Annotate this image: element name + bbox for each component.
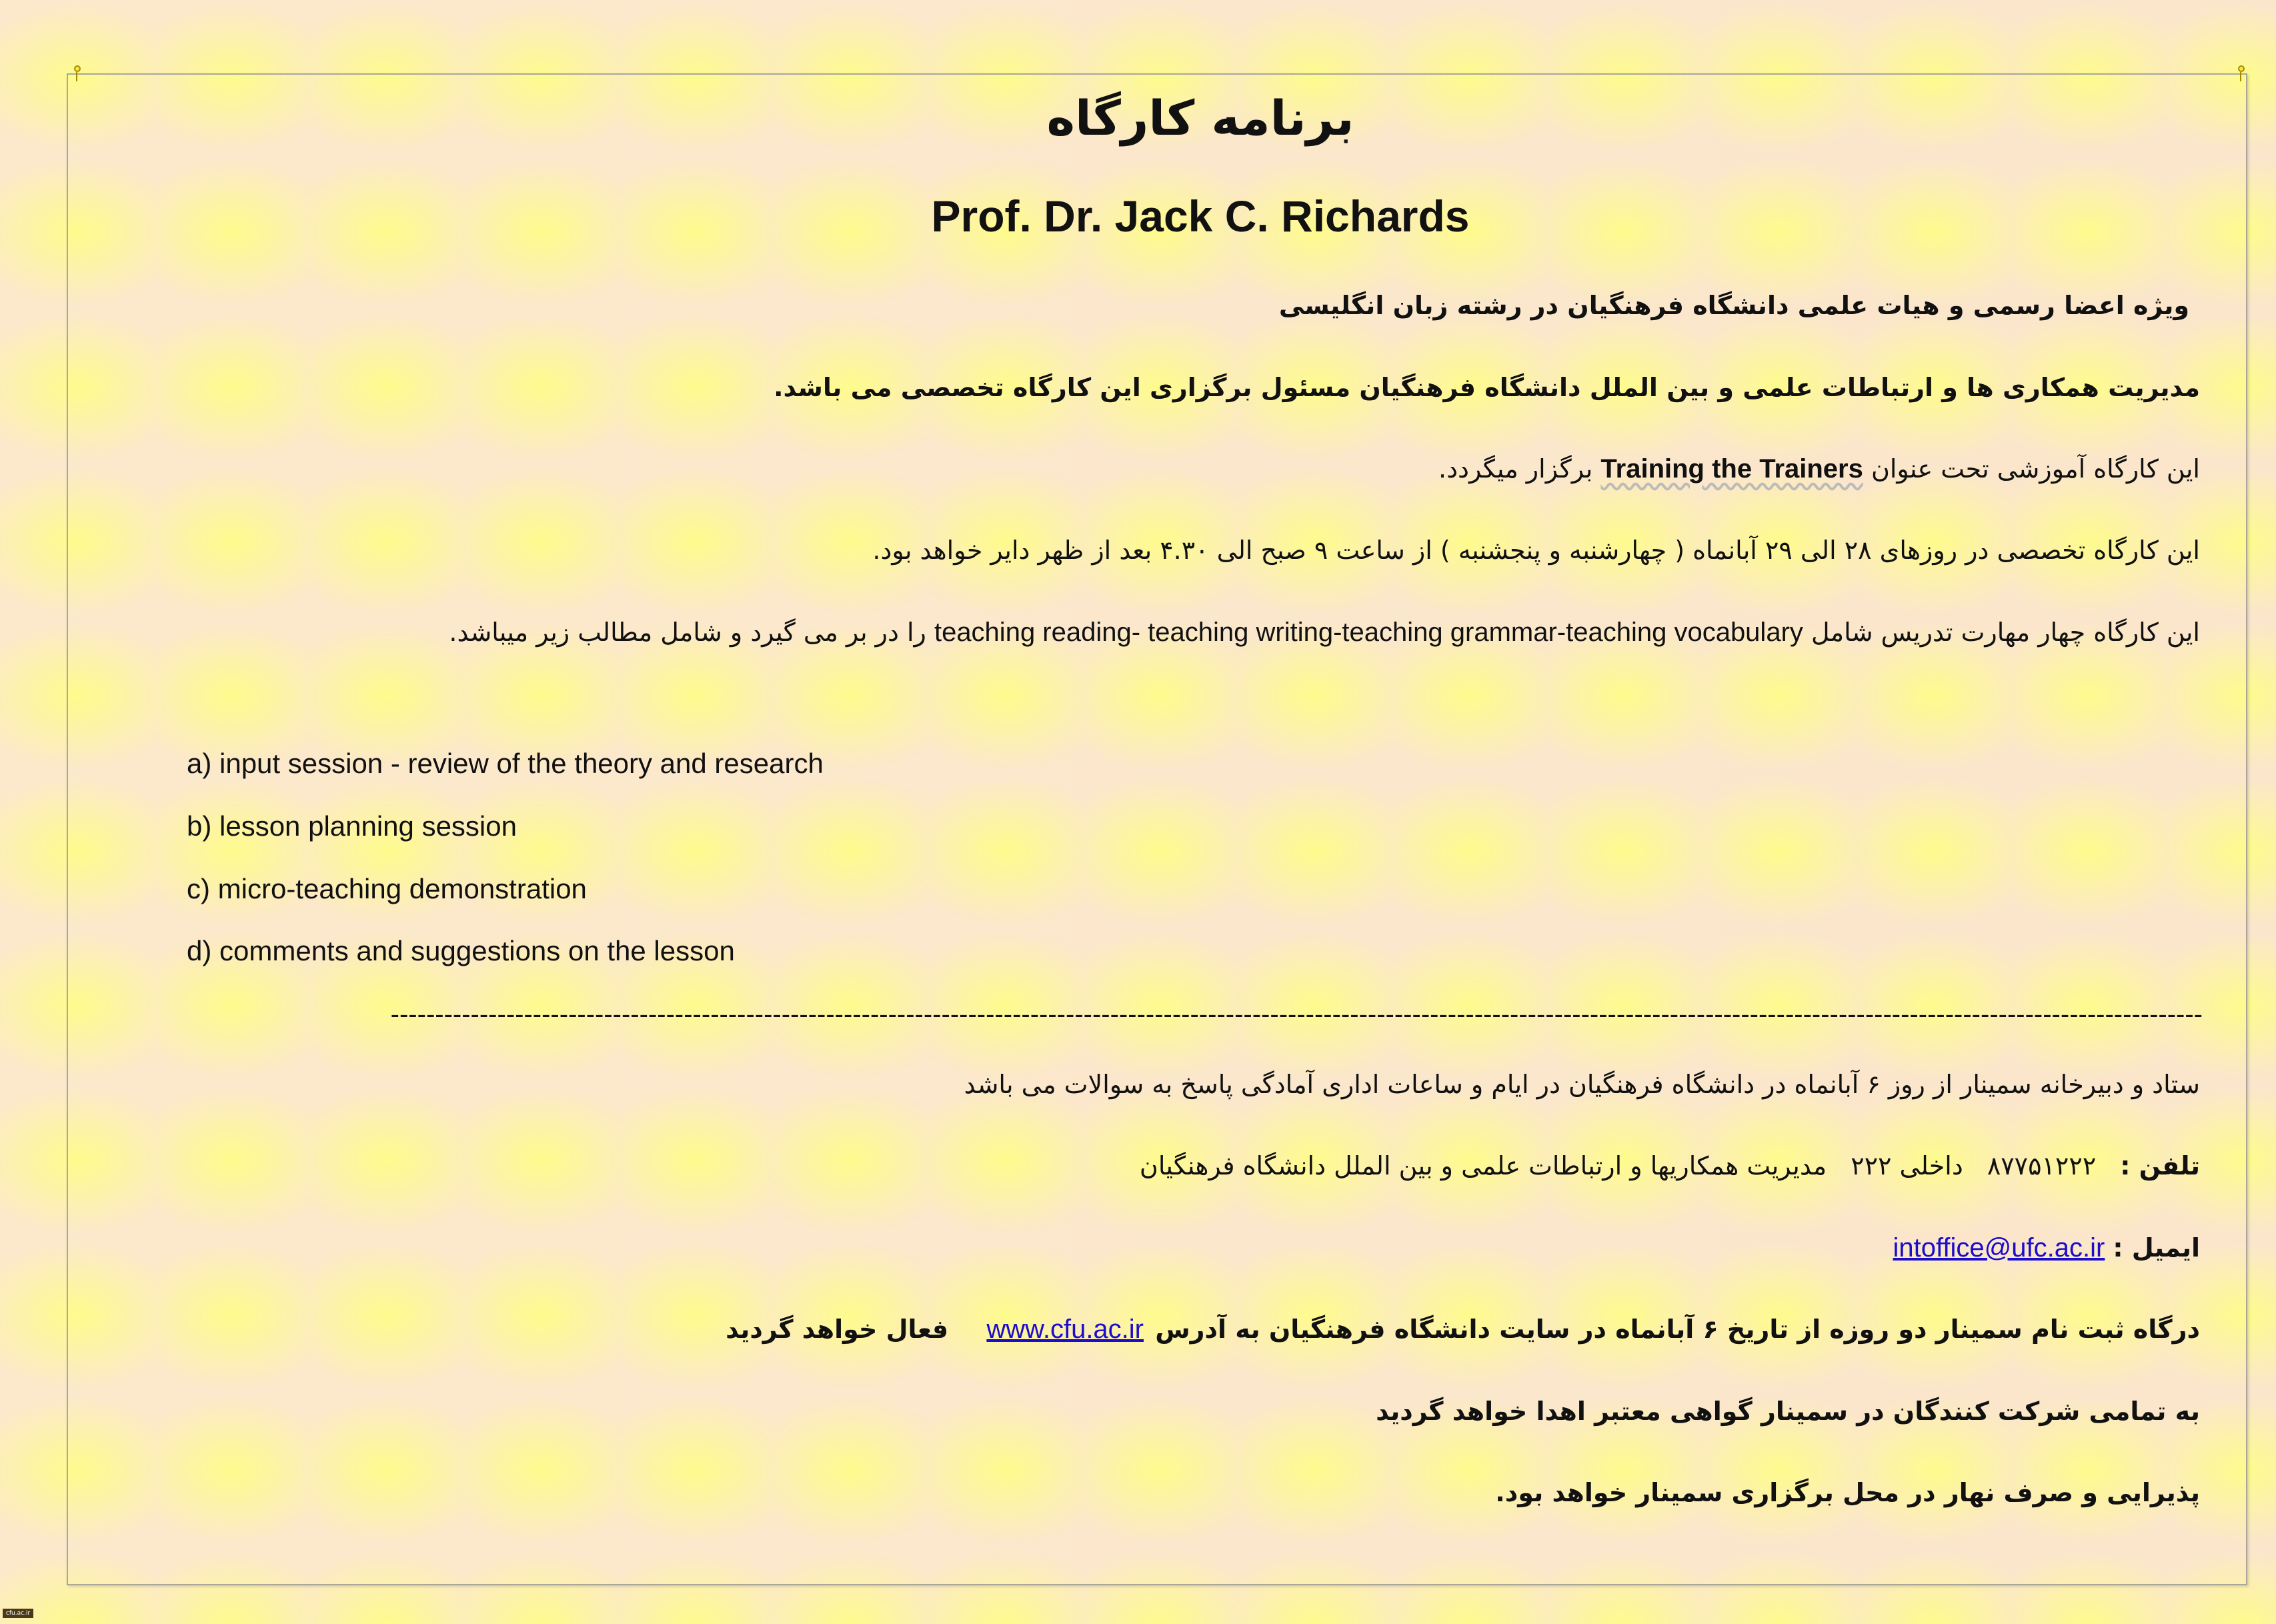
audience-paragraph: ویژه اعضا رسمی و هیات علمی دانشگاه فرهنگیان در رشته زبان انگلیسی (1278, 291, 2189, 320)
page-title-persian: برنامه کارگاه (1046, 90, 1354, 146)
session-item-b: b) lesson planning session (187, 810, 517, 842)
schedule-paragraph: این کارگاه تخصصی در روزهای ۲۸ الی ۲۹ آبانماه ( چهارشنبه و پنجشنبه ) از ساعت ۹ صبح الی ۴.۳۰ بعد از ظهر دایر خواهد بود. (872, 536, 2200, 565)
skills-list: teaching reading- teaching writing-teaching grammar-teaching vocabulary (934, 618, 1803, 647)
pin-icon (73, 65, 80, 83)
registration-link[interactable]: www.cfu.ac.ir (986, 1315, 1144, 1344)
email-label: ایمیل : (2113, 1233, 2200, 1263)
secretariat-paragraph: ستاد و دبیرخانه سمینار از روز ۶ آبانماه در دانشگاه فرهنگیان در ایام و ساعات اداری آمادگی پاسخ به سوالات می باشد (964, 1070, 2200, 1099)
reception-paragraph: پذیرایی و صرف نهار در محل برگزاری سمینار خواهد بود. (1495, 1478, 2200, 1507)
workshop-title-after: برگزار میگردد. (1438, 454, 1593, 484)
email-line (1893, 1229, 2201, 1267)
pin-icon (2237, 65, 2244, 83)
session-item-a: a) input session - review of the theory and research (187, 748, 824, 779)
workshop-title-paragraph (1438, 450, 2200, 488)
skills-before: این کارگاه چهار مهارت تدریس شامل (1811, 618, 2200, 647)
site-logo: cfu.ac.ir (3, 1609, 33, 1618)
organizer-paragraph: مدیریت همکاری ها و ارتباطات علمی و بین الملل دانشگاه فرهنگیان مسئول برگزاری این کارگاه تخصصی می باشد. (774, 373, 2200, 402)
session-item-d: d) comments and suggestions on the lesson (187, 935, 735, 966)
workshop-title: Training the Trainers (1600, 454, 1863, 484)
registration-after: فعال خواهد گردید (726, 1315, 949, 1344)
registration-paragraph (726, 1311, 2200, 1348)
session-item-c: c) micro-teaching demonstration (187, 873, 587, 904)
email-link[interactable]: intoffice@ufc.ac.ir (1893, 1233, 2105, 1263)
skills-after: را در بر می گیرد و شامل مطالب زیر میباشد. (449, 618, 926, 647)
phone-number: ۸۷۷۵۱۲۲۲ (1987, 1151, 2097, 1180)
certificate-paragraph: به تمامی شرکت کنندگان در سمینار گواهی معتبر اهدا خواهد گردید (1376, 1397, 2200, 1426)
page-title-english: Prof. Dr. Jack C. Richards (931, 191, 1470, 241)
dashed-divider: ------------------------------------------------------------------------------------------------------------------------------------------------------------------------------------------------------------ (390, 1000, 2203, 1029)
workshop-title-before: این کارگاه آموزشی تحت عنوان (1871, 454, 2200, 484)
skills-paragraph (449, 614, 2200, 651)
registration-before: درگاه ثبت نام سمینار دو روزه از تاریخ ۶ آبانماه در سایت دانشگاه فرهنگیان به آدرس (1155, 1315, 2200, 1344)
phone-line (1140, 1147, 2200, 1184)
phone-label: تلفن : (2120, 1151, 2200, 1180)
phone-department: مدیریت همکاریها و ارتباطات علمی و بین الملل دانشگاه فرهنگیان (1139, 1151, 1827, 1180)
phone-extension: داخلی ۲۲۲ (1851, 1151, 1963, 1180)
